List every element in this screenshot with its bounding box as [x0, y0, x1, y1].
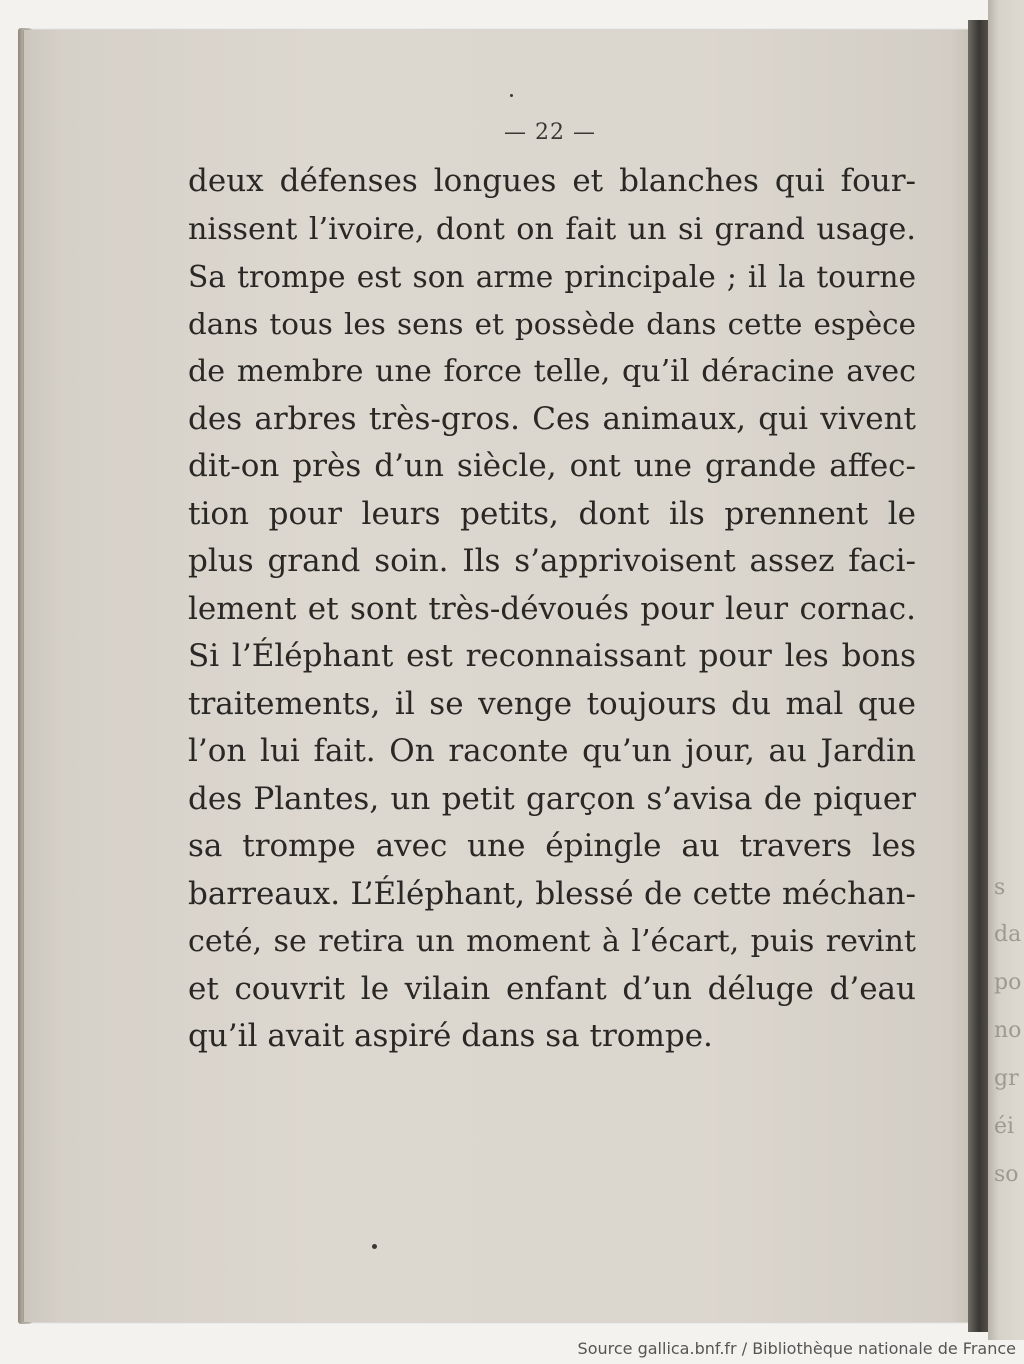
next-page-edge: [988, 0, 1024, 1340]
text-line: traitements, il se venge toujours du mal que: [188, 685, 916, 722]
text-line: plus grand soin. Ils s’apprivoisent assez faci-: [188, 543, 916, 579]
text-line: dans tous les sens et possède dans cette espèce: [188, 306, 916, 341]
text-line: et couvrit le vilain enfant d’un déluge d’eau: [188, 970, 916, 1007]
next-page-fragment: gr: [994, 1066, 1019, 1091]
next-page-fragment: da: [994, 922, 1022, 947]
ink-speck: [372, 1244, 377, 1249]
body-text: [188, 158, 916, 1061]
text-line: dit-on près d’un siècle, ont une grande affec-: [188, 448, 916, 484]
text-line: des arbres très-gros. Ces animaux, qui vivent: [188, 400, 916, 437]
text-line: sa trompe avec une épingle au travers les: [188, 828, 916, 864]
text-line: lement et sont très-dévoués pour leur cornac.: [188, 590, 916, 627]
text-line: tion pour leurs petits, dont ils prennent le: [188, 495, 916, 532]
next-page-fragment: éi: [994, 1114, 1015, 1139]
page-number: — 22 —: [504, 120, 596, 145]
next-page-fragment: s: [994, 875, 1006, 900]
text-line: Si l’Éléphant est reconnaissant pour les bons: [188, 638, 916, 674]
text-line: nissent l’ivoire, dont on fait un si grand usage.: [188, 211, 916, 247]
text-line: qu’il avait aspiré dans sa trompe.: [188, 1018, 713, 1054]
book-gutter: [968, 20, 990, 1332]
ink-speck: [510, 94, 513, 97]
next-page-fragment: po: [994, 970, 1022, 995]
next-page-fragment: so: [994, 1162, 1019, 1187]
next-page-fragment: no: [994, 1018, 1022, 1043]
text-line: l’on lui fait. On raconte qu’un jour, au Jardin: [188, 733, 916, 769]
text-line: Sa trompe est son arme principale ; il la tourne: [188, 259, 916, 294]
text-line: deux défenses longues et blanches qui four-: [188, 163, 916, 199]
text-line: de membre une force telle, qu’il déracine avec: [188, 354, 916, 389]
source-credit: Source gallica.bnf.fr / Bibliothèque nationale de France: [577, 1339, 1016, 1358]
text-line: des Plantes, un petit garçon s’avisa de piquer: [188, 780, 916, 817]
text-line: ceté, se retira un moment à l’écart, puis revint: [188, 924, 916, 959]
text-line: barreaux. L’Éléphant, blessé de cette méchan-: [188, 875, 916, 912]
